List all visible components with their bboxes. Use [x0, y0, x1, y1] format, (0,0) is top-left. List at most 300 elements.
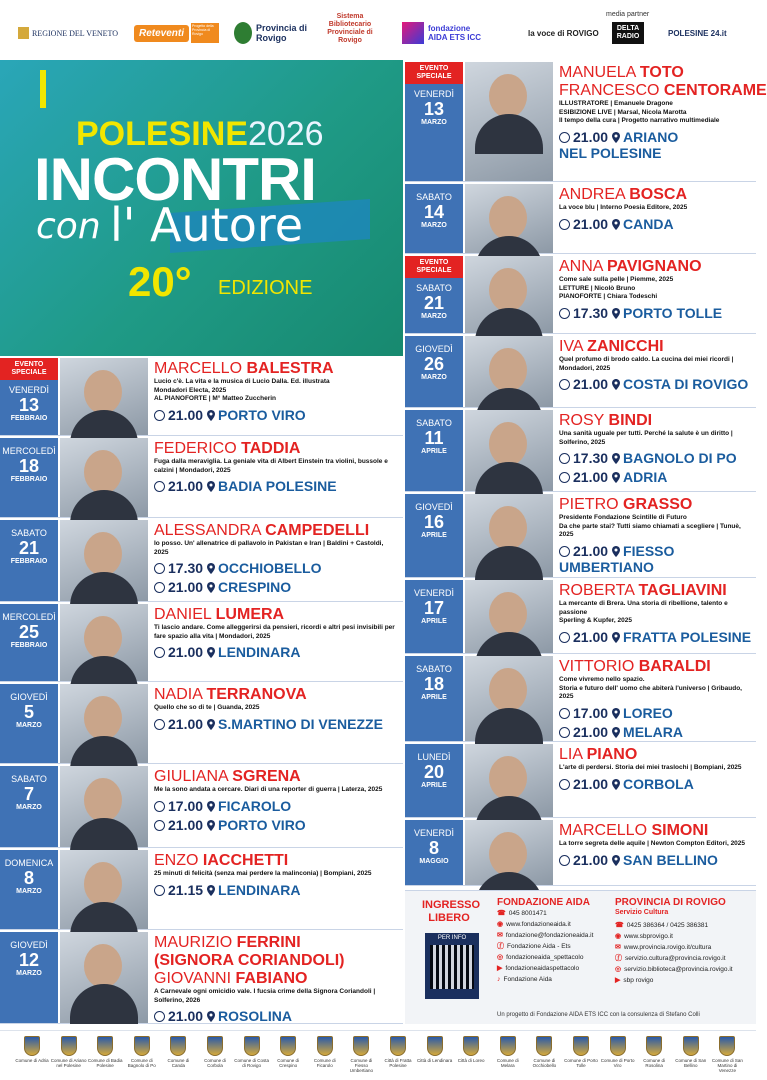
book-info: Come vivremo nello spazio.	[559, 676, 645, 683]
location-pin-icon	[207, 799, 215, 810]
author-last-name: TADDIA	[241, 440, 301, 457]
author-first-name: NADIA	[154, 686, 203, 703]
crest-icon	[234, 22, 252, 44]
event-info	[559, 822, 752, 868]
event-date-box	[405, 580, 463, 653]
book-info: ILLUSTRATORE | Emanuele Dragone	[559, 100, 673, 107]
event-info	[154, 934, 399, 1024]
author-name	[154, 360, 399, 378]
author-photo	[60, 932, 148, 1023]
author-head-shape	[489, 592, 527, 636]
author-photo	[60, 438, 148, 517]
event-month: MARZO	[421, 222, 447, 229]
event-weekday: MERCOLEDÌ	[2, 446, 56, 456]
author-head-shape	[489, 422, 527, 466]
contact-icon: ◉	[615, 933, 622, 940]
event-location: CRESPINO	[218, 579, 292, 595]
location-pin-icon	[207, 580, 215, 591]
event-venue	[559, 376, 752, 392]
event-date-box	[405, 256, 463, 333]
event-card	[405, 184, 756, 254]
municipality-crest	[87, 1036, 123, 1068]
crest-icon	[500, 1036, 516, 1056]
regione-veneto-logo: REGIONE DEL VENETO	[18, 18, 118, 48]
aida-title: FONDAZIONE AIDA	[497, 897, 590, 908]
contact-line[interactable]	[497, 952, 597, 963]
event-venue	[154, 882, 399, 898]
event-location: FRATTA POLESINE	[623, 628, 752, 645]
author-photo	[60, 358, 148, 435]
contact-icon: ▶	[497, 965, 503, 972]
event-location: LENDINARA	[218, 644, 301, 660]
event-day: 5	[23, 702, 34, 722]
book-info: calzini | Mondadori, 2025	[154, 466, 231, 474]
polesine24-logo: POLESINE 24.it	[668, 28, 727, 38]
author-head-shape	[489, 196, 527, 240]
event-month: MAGGIO	[419, 858, 449, 865]
author-photo	[60, 520, 148, 601]
author-first-name: (SIGNORA CORIANDOLI)	[154, 952, 345, 969]
contact-icon: ☎	[615, 922, 624, 929]
contact-icon: ☎	[497, 910, 506, 917]
event-info	[154, 686, 399, 732]
crest-icon	[683, 1036, 699, 1056]
municipality-name: Comune di Rosolina	[643, 1058, 666, 1068]
municipality-name: Comune di Bagnolo di Po	[127, 1058, 156, 1068]
event-time: 21.00	[168, 406, 204, 423]
author-head-shape	[84, 370, 122, 414]
contact-icon: ▶	[615, 977, 621, 984]
location-pin-icon	[207, 479, 215, 490]
book-info: La mercante di Brera. Una storia di ribellione, talento e passione	[559, 600, 728, 616]
event-location: BAGNOLO DI PO	[623, 450, 737, 466]
municipality-name: Comune di Badia Polesine	[87, 1058, 123, 1068]
author-first-name: IVA	[559, 338, 583, 355]
municipalities-footer	[0, 1030, 756, 1080]
contact-line[interactable]	[615, 942, 755, 953]
author-body-shape	[475, 708, 543, 748]
municipality-name: Comune di Canda	[167, 1058, 190, 1068]
crest-icon	[463, 1036, 479, 1056]
location-pin-icon	[612, 706, 620, 717]
event-month: MARZO	[421, 313, 447, 320]
clock-icon	[154, 719, 165, 730]
event-card	[0, 604, 403, 682]
author-name	[559, 412, 752, 430]
event-date-box	[0, 766, 58, 847]
aida-contact-list	[497, 908, 597, 985]
crest-icon	[170, 1036, 186, 1056]
location-pin-icon	[207, 561, 215, 572]
qr-code-icon	[430, 945, 474, 989]
event-card	[405, 256, 756, 334]
event-info	[559, 338, 752, 392]
event-venue	[559, 852, 752, 868]
author-head-shape	[489, 506, 527, 550]
event-date-box	[0, 438, 58, 517]
municipality-crest	[380, 1036, 416, 1068]
author-name	[559, 658, 752, 676]
event-date-box	[405, 494, 463, 577]
event-time: 21.15	[168, 881, 204, 898]
location-pin-icon	[612, 725, 620, 736]
crest-icon	[427, 1036, 443, 1056]
location-pin-icon	[612, 777, 620, 788]
event-weekday: VENERDÌ	[413, 828, 454, 838]
hero-edition-label: EDIZIONE	[218, 277, 313, 299]
event-day: 7	[23, 784, 34, 804]
contact-text: fondazioneaida_spettacolo	[506, 954, 584, 961]
event-weekday: VENERDÌ	[413, 89, 454, 99]
author-name	[154, 440, 399, 458]
author-head-shape	[489, 74, 527, 118]
event-card	[0, 684, 403, 764]
event-month: FEBBRAIO	[10, 476, 48, 483]
event-location: SAN BELLINO	[623, 851, 718, 868]
event-month: APRILE	[421, 532, 447, 539]
event-card	[405, 62, 767, 182]
municipality-name: Comune di Melara	[496, 1058, 519, 1068]
municipality-name: Comune di Porto Viro	[600, 1058, 635, 1068]
author-first-name: ANDREA	[559, 186, 625, 203]
contact-text: sbp rovigo	[623, 977, 654, 984]
event-venue	[154, 560, 399, 576]
event-location: NEL POLESINE	[559, 144, 662, 161]
event-location: BADIA POLESINE	[218, 478, 337, 494]
provincia-rovigo-logo: Provincia di Rovigo	[234, 18, 308, 48]
event-weekday: MERCOLEDÌ	[2, 612, 56, 622]
provincia-subtitle: Servizio Cultura	[615, 909, 669, 916]
event-time: 21.00	[573, 376, 609, 392]
contact-text: fondazioneaidaspettacolo	[505, 965, 580, 972]
contact-text: www.sbprovigo.it	[624, 933, 673, 940]
event-location: ROSOLINA	[218, 1008, 292, 1024]
qr-code-block[interactable]	[425, 933, 479, 999]
special-event-badge: EVENTO SPECIALE	[0, 358, 58, 380]
hero-title-autore: l' Autore	[110, 198, 304, 252]
municipality-name: Comune di Ficarolo	[313, 1058, 336, 1068]
author-first-name: VITTORIO	[559, 658, 635, 675]
event-month: MARZO	[16, 804, 42, 811]
contact-line[interactable]	[615, 964, 755, 975]
author-photo	[465, 184, 553, 253]
author-photo	[60, 684, 148, 763]
event-time: 17.30	[573, 450, 609, 466]
clock-icon	[559, 727, 570, 738]
contact-line[interactable]	[497, 941, 597, 952]
author-first-name: GIULIANA	[154, 768, 228, 785]
provincia-title: PROVINCIA DI ROVIGO	[615, 897, 726, 908]
municipality-name: Comune di San Bellino	[675, 1058, 707, 1068]
event-day: 13	[18, 395, 40, 415]
event-weekday: SABATO	[11, 774, 47, 784]
contact-line[interactable]	[497, 930, 597, 941]
event-venue	[559, 129, 752, 145]
event-location: ADRIA	[623, 469, 668, 485]
author-last-name: ZANICCHI	[587, 338, 664, 355]
reteventi-logo: Reteventi Progetto della Provincia di Rovigo	[134, 18, 219, 48]
event-time: 21.00	[168, 1008, 204, 1024]
contact-line[interactable]	[497, 919, 597, 930]
event-location: CANDA	[623, 215, 674, 232]
municipality-crest	[51, 1036, 87, 1068]
event-day: 11	[424, 428, 444, 448]
crest-icon	[61, 1036, 77, 1056]
author-last-name: BARALDI	[638, 658, 711, 675]
author-head-shape	[84, 778, 122, 822]
event-time: 21.00	[573, 723, 609, 740]
municipality-crest	[563, 1036, 599, 1068]
author-name	[154, 522, 399, 540]
event-date-box	[0, 850, 58, 929]
event-venue	[154, 478, 399, 494]
contact-line[interactable]	[615, 975, 755, 986]
event-venue	[559, 450, 752, 466]
author-name	[154, 852, 399, 870]
hero-title-con: con	[36, 206, 101, 247]
location-pin-icon	[207, 883, 215, 894]
author-first-name: MAURIZIO	[154, 934, 233, 951]
author-last-name: BALESTRA	[246, 360, 334, 377]
contact-text: www.provincia.rovigo.it/cultura	[623, 944, 712, 951]
author-name	[154, 768, 399, 786]
author-name	[154, 934, 399, 952]
delta-radio-logo: DELTA RADIO	[612, 18, 644, 48]
author-head-shape	[489, 832, 527, 876]
clock-icon	[154, 481, 165, 492]
municipality-crest	[234, 1036, 270, 1068]
contact-icon: ♪	[497, 976, 501, 983]
event-info	[559, 412, 752, 485]
event-weekday: LUNEDÌ	[417, 752, 451, 762]
author-body-shape	[475, 114, 543, 154]
author-last-name: GRASSO	[623, 496, 693, 513]
book-info: La torre segreta delle aquile | Newton Compton Editori, 2025	[559, 840, 746, 847]
provincia-contact-list	[615, 920, 755, 986]
event-weekday: DOMENICA	[4, 858, 54, 868]
info-box	[405, 890, 756, 1024]
contact-line[interactable]	[615, 953, 755, 964]
author-head-shape	[489, 268, 527, 312]
author-first-name: FRANCESCO	[559, 82, 660, 99]
author-name	[559, 746, 752, 764]
author-name	[154, 970, 399, 988]
author-first-name: FEDERICO	[154, 440, 237, 457]
hero-banner	[0, 60, 403, 356]
author-first-name: ANNA	[559, 258, 603, 275]
contact-text: Fondazione Aida	[503, 976, 552, 983]
author-body-shape	[70, 984, 138, 1024]
contact-line[interactable]	[497, 963, 597, 974]
event-day: 21	[423, 293, 445, 313]
event-weekday: VENERDÌ	[8, 385, 49, 395]
event-venue	[154, 798, 399, 814]
event-info	[559, 582, 752, 645]
author-last-name: CENTORAME	[663, 82, 767, 99]
clock-icon	[154, 885, 165, 896]
author-first-name: MARCELLO	[154, 360, 243, 377]
book-info: Me la sono andata a cercare. Diari di una reporter di guerra | Laterza, 2025	[154, 786, 383, 793]
contact-icon: ⓕ	[497, 943, 504, 950]
author-photo	[465, 744, 553, 817]
author-photo	[465, 580, 553, 653]
contact-icon: ⓕ	[615, 955, 622, 962]
contact-line[interactable]	[497, 974, 597, 985]
author-photo	[465, 336, 553, 407]
clock-icon	[154, 820, 165, 831]
book-info: Mondadori Electa, 2025	[154, 386, 227, 394]
book-info: Sperling & Kupfer, 2025	[559, 617, 632, 624]
event-card	[405, 580, 756, 654]
book-info: AL PIANOFORTE | M° Matteo Zuccherin	[154, 395, 277, 402]
municipality-crest	[636, 1036, 672, 1068]
clock-icon	[559, 546, 570, 557]
location-pin-icon	[612, 630, 620, 641]
event-time: 17.00	[168, 797, 204, 814]
event-venue	[154, 644, 399, 660]
event-venue	[154, 817, 399, 833]
author-last-name: TERRANOVA	[206, 686, 307, 703]
municipality-name: Comune di Costa di Rovigo	[234, 1058, 269, 1068]
book-info: Fuga dalla meraviglia. La geniale vita di Albert Einstein tra violini, bussole e	[154, 458, 388, 465]
clock-icon	[559, 219, 570, 230]
event-venue	[559, 543, 752, 559]
event-location: S.MARTINO DI VENEZZE	[218, 715, 383, 732]
author-first-name: ROBERTA	[559, 582, 634, 599]
event-month: MARZO	[16, 888, 42, 895]
contact-text: servizio.cultura@provincia.rovigo.it	[625, 955, 726, 962]
event-month: MARZO	[421, 374, 447, 381]
hero-year: 2026	[247, 115, 324, 153]
special-event-badge: EVENTO SPECIALE	[405, 62, 463, 84]
special-event-badge: EVENTO SPECIALE	[405, 256, 463, 278]
municipality-crest	[453, 1036, 489, 1063]
municipality-crest	[124, 1036, 160, 1068]
crest-icon	[317, 1036, 333, 1056]
contact-line[interactable]	[497, 908, 597, 919]
event-time: 21.00	[573, 128, 609, 145]
event-time: 21.00	[168, 478, 204, 494]
author-name	[559, 258, 752, 276]
event-card	[405, 744, 756, 818]
event-time: 17.30	[168, 560, 204, 576]
hero-accent-bar	[40, 70, 46, 108]
author-photo	[465, 62, 553, 181]
event-month: MARZO	[16, 722, 42, 729]
author-head-shape	[489, 348, 527, 392]
event-info	[154, 606, 399, 660]
event-day: 8	[23, 868, 34, 888]
event-venue	[559, 629, 752, 645]
event-day: 16	[423, 512, 445, 532]
event-location: CORBOLA	[623, 775, 694, 792]
clock-icon	[559, 632, 570, 643]
event-weekday: SABATO	[416, 283, 452, 293]
event-date-box	[405, 410, 463, 491]
event-card	[0, 358, 403, 436]
book-info: Una sanità uguale per tutti. Perché la salute è un diritto | Solferino, 2025	[559, 430, 733, 446]
clock-icon	[559, 132, 570, 143]
event-day: 25	[18, 622, 40, 642]
contact-line[interactable]	[615, 920, 755, 931]
municipality-name: Comune di San Martino di Venezze	[711, 1058, 743, 1073]
event-time: 21.00	[573, 215, 609, 232]
event-location: PORTO VIRO	[218, 406, 306, 423]
municipality-crest	[343, 1036, 379, 1073]
author-head-shape	[84, 862, 122, 906]
event-day: 21	[18, 538, 40, 558]
author-photo	[60, 604, 148, 681]
author-photo	[465, 410, 553, 491]
media-partner-caption: media partner	[606, 11, 650, 18]
municipality-name: Comune di Fiesso Umbertiano	[349, 1058, 374, 1073]
author-first-name: ROSY	[559, 412, 605, 429]
contact-text: 045 8001471	[508, 910, 547, 917]
book-info: Da che parte stai? Tutti siamo chiamati a scegliere | Tunuè, 2025	[559, 522, 741, 538]
author-last-name: TOTO	[639, 64, 684, 81]
author-photo	[465, 256, 553, 333]
location-pin-icon	[612, 451, 620, 462]
book-info: ESIBIZIONE LIVE | Marsal, Nicola Marotta	[559, 108, 687, 116]
book-info: PIANOFORTE | Chiara Todeschi	[559, 293, 658, 300]
book-info: Storia e futuro dell' uomo che abiterà l'universo | Gribaudo, 2025	[559, 684, 742, 700]
lion-icon	[18, 27, 29, 39]
crest-icon	[646, 1036, 662, 1056]
author-head-shape	[84, 616, 122, 660]
event-day: 8	[428, 838, 439, 858]
municipality-crest	[526, 1036, 562, 1068]
event-card	[405, 494, 756, 578]
municipality-crest	[417, 1036, 453, 1063]
municipality-name: Comune di Ariano nel Polesine	[50, 1058, 87, 1068]
event-day: 18	[423, 674, 445, 694]
location-pin-icon	[612, 130, 620, 141]
location-pin-icon	[207, 408, 215, 419]
municipality-crest	[14, 1036, 50, 1063]
event-day: 20	[423, 762, 445, 782]
author-last-name: FABIANO	[235, 970, 308, 987]
author-name	[154, 606, 399, 624]
event-location: MELARA	[623, 723, 683, 740]
event-time: 21.00	[573, 851, 609, 868]
clock-icon	[559, 379, 570, 390]
event-location: OCCHIOBELLO	[218, 560, 322, 576]
municipality-name: Città di Lendinara	[416, 1058, 453, 1063]
location-pin-icon	[612, 377, 620, 388]
clock-icon	[559, 453, 570, 464]
event-month: APRILE	[421, 782, 447, 789]
event-info	[559, 64, 767, 161]
municipality-name: Città di Fratta Polesine	[384, 1058, 412, 1068]
municipality-crest	[160, 1036, 196, 1068]
location-pin-icon	[612, 853, 620, 864]
event-location: LOREO	[623, 704, 673, 721]
sistema-bibliotecario-logo: Sistema Bibliotecario Provinciale di Rovigo	[327, 13, 373, 44]
crest-icon	[610, 1036, 626, 1056]
event-venue	[154, 407, 399, 423]
event-venue	[559, 305, 752, 321]
contact-line[interactable]	[615, 931, 755, 942]
event-time: 17.00	[573, 704, 609, 721]
event-weekday: GIOVEDÌ	[415, 344, 453, 354]
event-day: 13	[423, 99, 445, 119]
crest-icon	[390, 1036, 406, 1056]
event-info	[154, 768, 399, 833]
clock-icon	[154, 410, 165, 421]
author-last-name: IACCHETTI	[202, 852, 289, 869]
provincia-contacts	[615, 897, 755, 986]
municipality-crest	[270, 1036, 306, 1068]
